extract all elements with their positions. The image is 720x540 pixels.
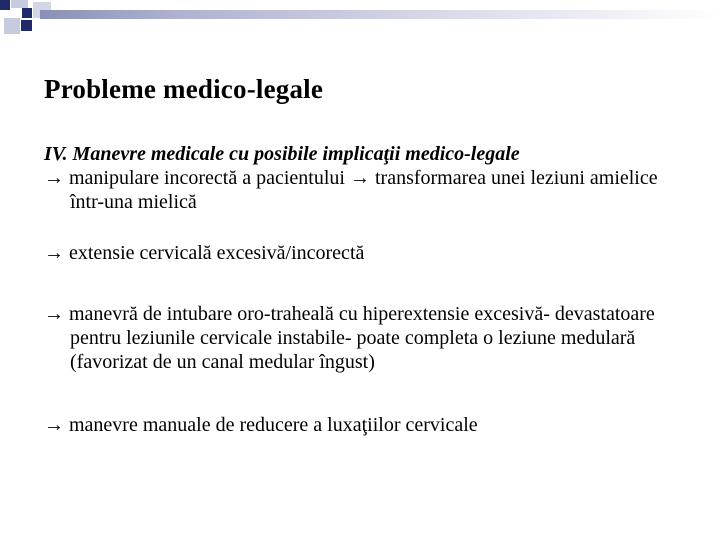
header-decoration [0, 0, 720, 42]
decor-square [4, 18, 20, 34]
slide-title: Probleme medico-legale [44, 74, 324, 104]
decor-square [22, 8, 32, 18]
bullet-item: → manevre manuale de reducere a luxaţiilor cervicale [44, 414, 478, 436]
header-gradient-bar [40, 10, 720, 19]
decor-square [0, 0, 10, 10]
slide-subtitle: IV. Manevre medicale cu posibile implicaţii medico-legale [44, 143, 520, 165]
decor-square [11, 0, 28, 8]
bullet-item: → extensie cervicală excesivă/incorectă [44, 242, 365, 264]
slide-content [44, 142, 684, 437]
bullet-item: → manipulare incorectă a pacientului → transformarea unei leziuni amielice într-una mielică [44, 167, 658, 213]
bullet-item: → manevră de intubare oro-traheală cu hiperextensie excesivă- devastatoare pentru leziunile cervicale instabile- poate completa o leziune medulară (favorizat de un canal medular îngust) [44, 303, 655, 373]
decor-square [21, 20, 32, 31]
